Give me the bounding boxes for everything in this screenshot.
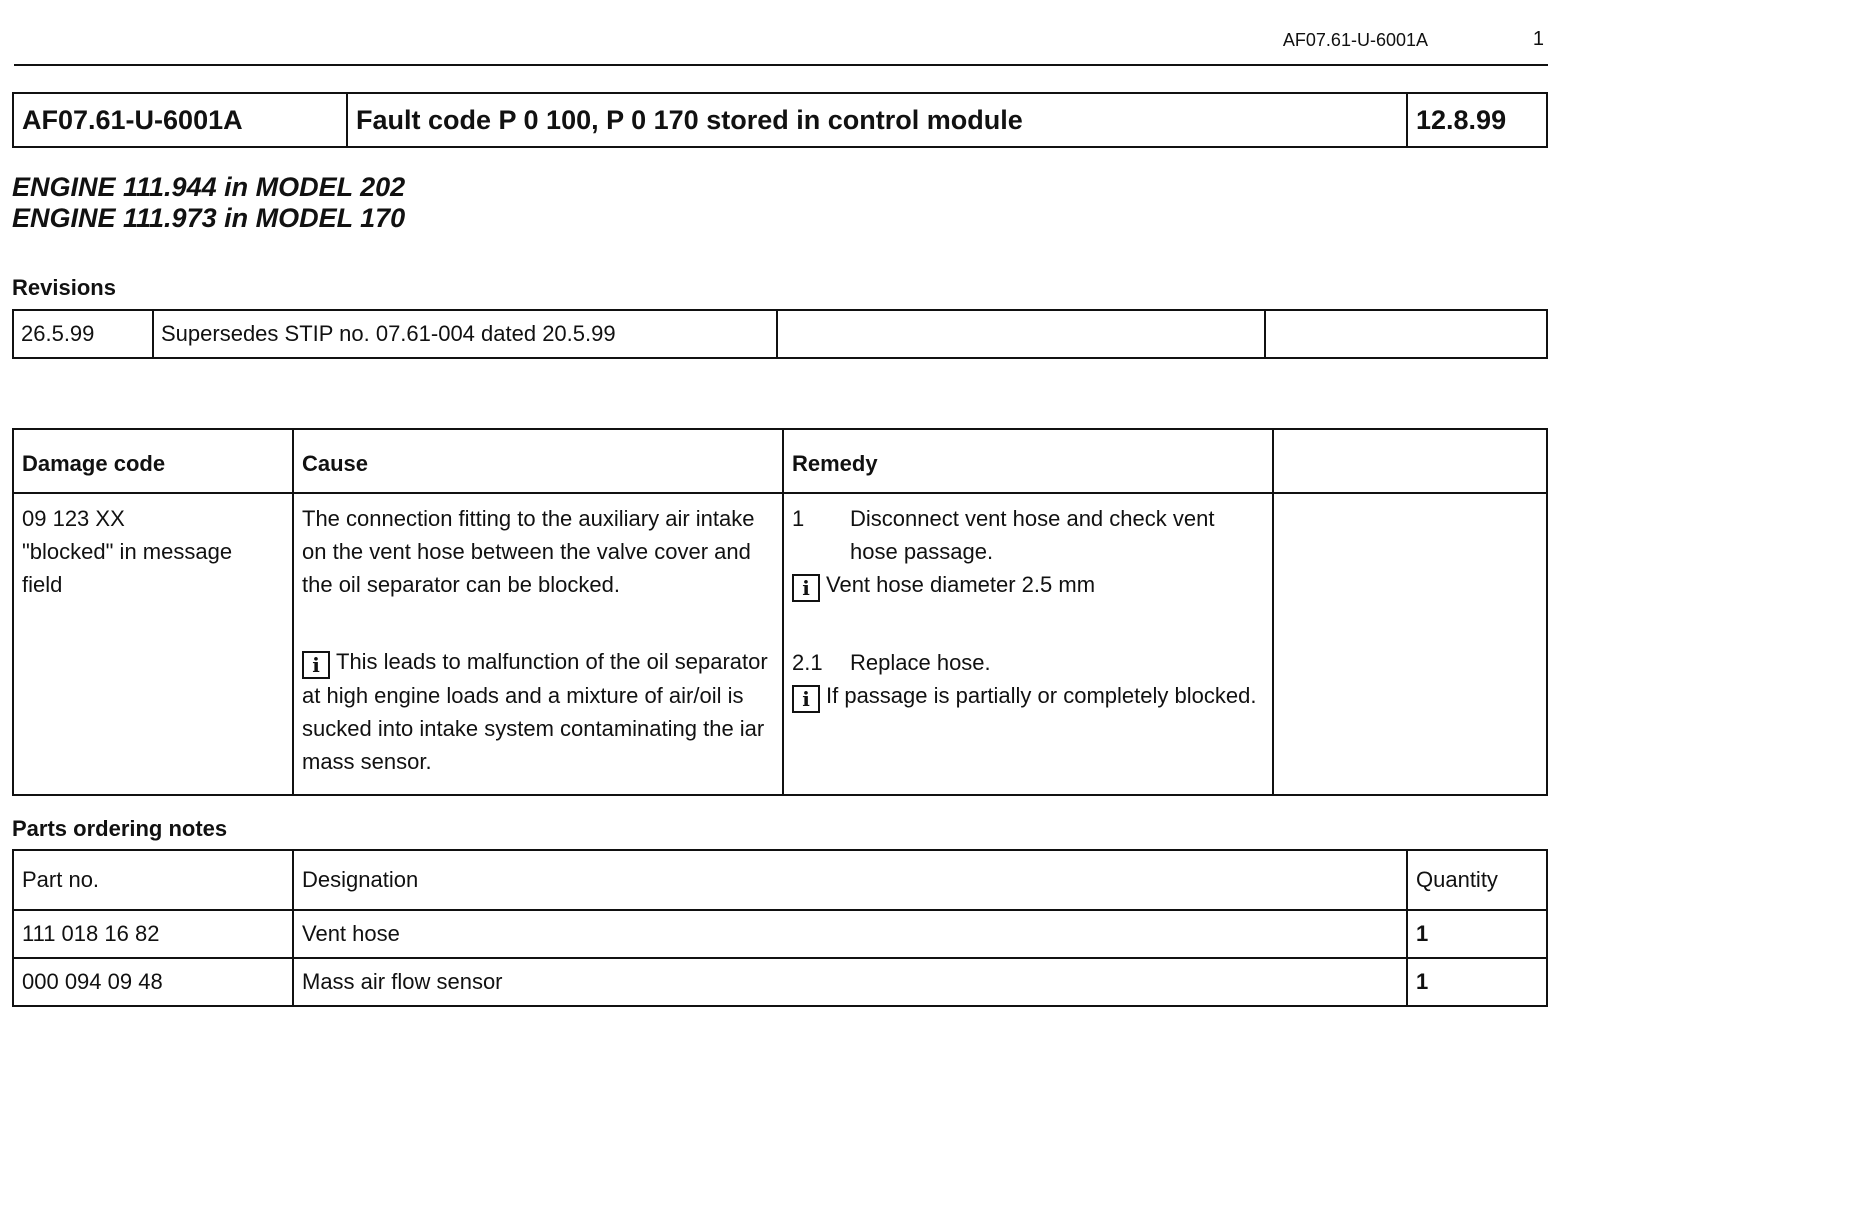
remedy-info-text: Vent hose diameter 2.5 mm <box>826 572 1096 597</box>
remedy-info <box>792 568 1264 602</box>
engine-list <box>12 172 405 234</box>
quantity: 1 <box>1407 958 1547 1006</box>
part-no-header: Part no. <box>13 850 293 910</box>
info-icon: i <box>792 574 820 602</box>
header-doc-code: AF07.61-U-6001A <box>1282 30 1428 50</box>
damage-code-header: Damage code <box>13 429 293 493</box>
info-icon: i <box>302 651 330 679</box>
damage-code-note: field <box>22 572 63 597</box>
engine-line: ENGINE 111.973 in MODEL 170 <box>12 203 406 233</box>
page-number: 1 <box>1532 28 1544 50</box>
step-number: 1 <box>792 506 805 531</box>
quantity-header: Quantity <box>1407 850 1547 910</box>
page-header <box>14 26 1548 66</box>
revision-row <box>13 310 1547 358</box>
title-code: AF07.61-U-6001A <box>13 93 347 147</box>
cause-info-text: This leads to malfunction of the oil separator at high engine loads and a mixture of air/oil is sucked into intake system contaminating the iar mass sensor. <box>302 649 768 774</box>
designation: Vent hose <box>293 910 1407 958</box>
remedy-step <box>792 646 1264 679</box>
info-icon: i <box>792 685 820 713</box>
revision-text: Supersedes STIP no. 07.61-004 dated 20.5.99 <box>153 310 777 358</box>
designation-header: Designation <box>293 850 1407 910</box>
revisions-label: Revisions <box>12 275 116 300</box>
damage-code: 09 123 XX <box>22 506 125 531</box>
cause-cell <box>293 493 783 795</box>
remedy-info-text: If passage is partially or completely blocked. <box>826 683 1257 708</box>
revision-empty-cell <box>777 310 1265 358</box>
designation: Mass air flow sensor <box>293 958 1407 1006</box>
revision-date: 26.5.99 <box>13 310 153 358</box>
damage-table <box>12 428 1548 796</box>
engine-line: ENGINE 111.944 in MODEL 202 <box>12 172 406 202</box>
cause-header: Cause <box>293 429 783 493</box>
quantity: 1 <box>1407 910 1547 958</box>
title-date: 12.8.99 <box>1407 93 1547 147</box>
empty-body-cell <box>1273 493 1547 795</box>
cause-info <box>302 645 774 778</box>
remedy-step <box>792 502 1264 568</box>
table-row <box>13 958 1547 1006</box>
table-row <box>13 910 1547 958</box>
remedy-cell <box>783 493 1273 795</box>
damage-code-cell <box>13 493 293 795</box>
damage-code-note: "blocked" in message <box>22 539 233 564</box>
step-text: Replace hose. <box>850 650 991 675</box>
remedy-header: Remedy <box>783 429 1273 493</box>
revisions-table <box>12 309 1548 359</box>
remedy-info <box>792 679 1264 713</box>
title-table <box>12 92 1548 148</box>
cause-text: The connection fitting to the auxiliary air intake on the vent hose between the valve cover and the oil separator can be blocked. <box>302 506 755 597</box>
revision-empty-cell <box>1265 310 1547 358</box>
step-text: Disconnect vent hose and check vent hose passage. <box>850 506 1215 564</box>
step-number: 2.1 <box>792 650 823 675</box>
empty-header-cell <box>1273 429 1547 493</box>
parts-table <box>12 849 1548 1007</box>
part-no: 111 018 16 82 <box>13 910 293 958</box>
parts-label: Parts ordering notes <box>12 816 228 841</box>
part-no: 000 094 09 48 <box>13 958 293 1006</box>
title-text: Fault code P 0 100, P 0 170 stored in control module <box>347 93 1407 147</box>
